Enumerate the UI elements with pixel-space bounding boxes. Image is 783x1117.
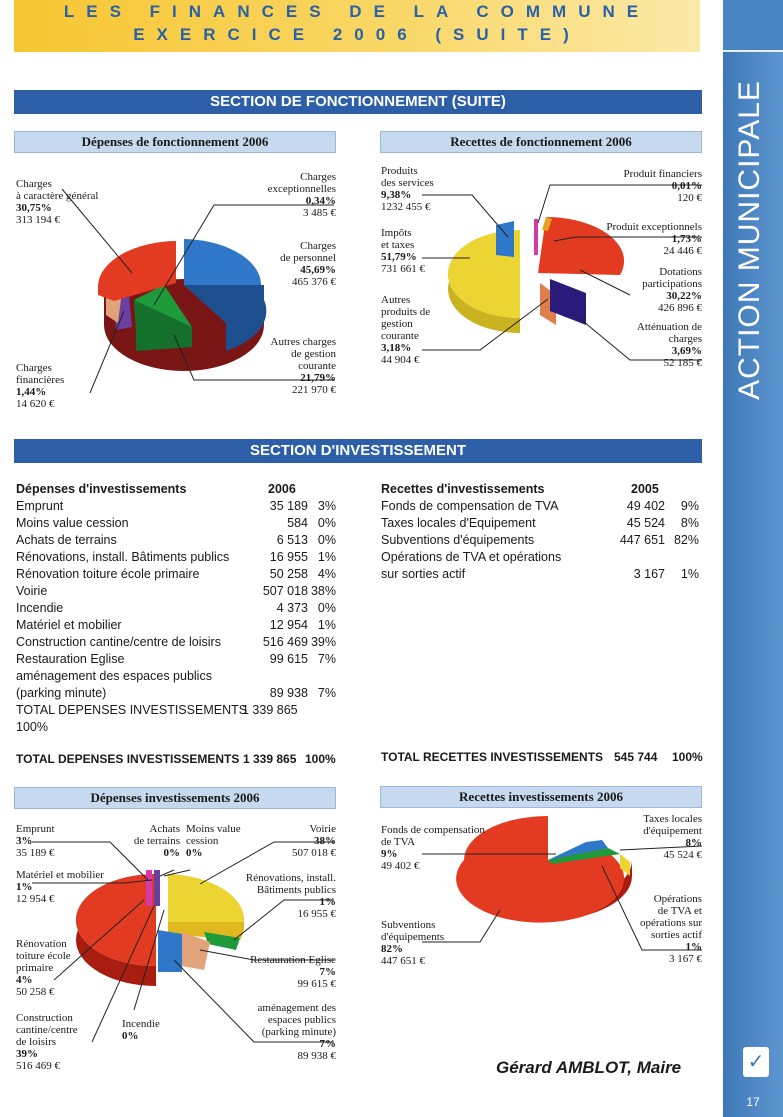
dep-inv-incendie-label: Incendie 0% — [122, 1018, 160, 1042]
dep-inv-amen-l1: aménagement des espaces publics — [16, 669, 212, 683]
rec-fonc-except-label: Produit exceptionnels 1,73% 24 446 € — [606, 221, 702, 257]
sidebar-top — [723, 0, 783, 52]
table-row-amount: 45 524 — [626, 516, 665, 530]
page-number: 17 — [746, 1095, 760, 1109]
dep-inv-head: Dépenses d'investissements — [16, 482, 187, 496]
table-row-amount: 49 402 — [626, 499, 665, 513]
section-investissement-bar: SECTION D'INVESTISSEMENT — [14, 439, 702, 463]
table-row-label: Matériel et mobilier — [16, 618, 122, 632]
rec-inv-head: Recettes d'investissements — [381, 482, 545, 496]
rec-inv-ops-label: Opérations de TVA et opérations sur sorties actif 1% 3 167 € — [639, 893, 702, 965]
table-row-label: Taxes locales d'Equipement — [381, 516, 536, 530]
dep-fonc-except-label: Charges exceptionnelles 0,34% 3 485 € — [267, 171, 336, 219]
dep-fonc-autres-label: Autres charges de gestion courante 21,79% 221 970 € — [270, 336, 336, 396]
rec-fonc-financiers-label: Produit financiers 0,01% 120 € — [623, 168, 702, 204]
dep-inv-year: 2006 — [268, 482, 296, 496]
table-row-label: Rénovation toiture école primaire — [16, 567, 200, 581]
commune-logo-icon: ✓ — [743, 1047, 769, 1077]
slice-toiture — [158, 930, 182, 972]
table-row-percent: 39% — [310, 635, 336, 649]
dep-fonc-financ-label: Charges financières 1,44% 14 620 € — [16, 362, 65, 410]
dep-inv-total-label: TOTAL DEPENSES INVESTISSEMENTS — [16, 752, 240, 766]
table-row-percent: 3% — [317, 499, 336, 513]
table-row-label: Emprunt — [16, 499, 64, 513]
rec-inv-year: 2005 — [631, 482, 659, 496]
dep-fonc-title: Dépenses de fonctionnement 2006 — [14, 131, 336, 153]
table-row-percent: 9% — [680, 499, 699, 513]
rec-fonc-attenuation-label: Atténuation de charges 3,69% 52 185 € — [636, 321, 702, 369]
table-row-amount: 4 373 — [276, 601, 308, 615]
dep-inv-amen-pct: 7% — [317, 686, 336, 700]
dep-inv-table — [16, 481, 346, 741]
title-band — [14, 0, 700, 52]
rec-inv-ops-l2: sur sorties actif — [381, 567, 466, 581]
dep-inv-achats-label: Achats de terrains 0% — [133, 823, 180, 859]
rec-inv-chart-title: Recettes investissements 2006 — [380, 786, 702, 808]
dep-inv-toiture-label: Rénovation toiture école primaire 4% 50 258 € — [16, 938, 71, 998]
table-row-label: Moins value cession — [16, 516, 129, 530]
rec-inv-subv-label: Subventions d'équipements 82% 447 651 € — [381, 919, 445, 967]
table-row-amount: 99 615 — [269, 652, 308, 666]
table-row-label: Restauration Eglise — [16, 652, 125, 666]
table-row-percent: 38% — [310, 584, 336, 598]
table-row-label: Incendie — [16, 601, 64, 615]
rec-inv-taxes-label: Taxes locales d'équipement 8% 45 524 € — [643, 813, 702, 861]
dep-inv-total-pct: 100% — [305, 752, 336, 766]
rec-inv-ops-pct: 1% — [680, 567, 699, 581]
dep-inv-materiel-label: Matériel et mobilier 1% 12 954 € — [16, 869, 104, 905]
slice-financiers — [534, 219, 538, 255]
rec-inv-total-label: TOTAL RECETTES INVESTISSEMENTS — [381, 750, 604, 764]
slice-materiel — [146, 870, 152, 906]
rec-fonc-autres-label: Autres produits de gestion courante 3,18% 44 904 € — [381, 294, 431, 366]
table-row-amount: 35 189 — [269, 499, 308, 513]
dep-inv-tot-l2: 100% — [16, 720, 48, 734]
table-row-label: Subventions d'équipements — [381, 533, 535, 547]
table-row-amount: 584 — [287, 516, 308, 530]
page-title-line1: LES FINANCES DE LA COMMUNE — [63, 2, 651, 21]
rec-inv-total-amt: 545 744 — [614, 750, 658, 764]
dep-inv-voirie-label: Voirie 38% 507 018 € — [292, 823, 336, 859]
sidebar-title: ACTION MUNICIPALE — [733, 80, 766, 400]
dep-fonc-general-label: Charges à caractère général 30,75% 313 194 € — [16, 178, 99, 226]
table-row-label: Rénovations, install. Bâtiments publics — [16, 550, 230, 564]
sidebar — [723, 0, 783, 1117]
dep-inv-total-amt: 1 339 865 — [243, 752, 297, 766]
table-row-amount: 507 018 — [262, 584, 308, 598]
dep-inv-eglise-label: Restauration Eglise 7% 99 615 € — [250, 954, 336, 990]
table-row-amount: 12 954 — [269, 618, 308, 632]
table-row-percent: 1% — [317, 550, 336, 564]
table-row-amount: 16 955 — [269, 550, 308, 564]
signature: Gérard AMBLOT, Maire — [496, 1058, 682, 1077]
section-fonctionnement-bar: SECTION DE FONCTIONNEMENT (SUITE) — [14, 90, 702, 114]
page-title-line2: EXERCICE 2006 (SUITE) — [133, 25, 581, 44]
rec-fonc-title: Recettes de fonctionnement 2006 — [380, 131, 702, 153]
slice-emprunt — [154, 870, 160, 906]
rec-fonc-dotations-label: Dotations participations 30,22% 426 896 € — [642, 266, 702, 314]
dep-inv-amen-amt: 89 938 — [269, 686, 308, 700]
table-row-amount: 50 258 — [269, 567, 308, 581]
table-row-percent: 0% — [317, 533, 336, 547]
table-row-label: Achats de terrains — [16, 533, 117, 547]
dep-inv-cantine-label: Construction cantine/centre de loisirs 39% 516 469 € — [16, 1012, 78, 1072]
table-row-percent: 0% — [317, 601, 336, 615]
dep-inv-chart-title: Dépenses investissements 2006 — [14, 787, 336, 809]
dep-inv-moins-label: Moins value cession 0% — [186, 823, 241, 859]
table-row-percent: 8% — [680, 516, 699, 530]
dep-inv-tot-l1: TOTAL DEPENSES INVESTISSEMENTS — [16, 703, 248, 717]
table-row-amount: 516 469 — [262, 635, 308, 649]
dep-inv-amen-l2: (parking minute) — [16, 686, 107, 700]
table-row-percent: 0% — [317, 516, 336, 530]
table-row-amount: 6 513 — [276, 533, 308, 547]
dep-inv-emprunt-label: Emprunt 3% 35 189 € — [16, 823, 55, 859]
table-row-amount: 447 651 — [619, 533, 665, 547]
rec-inv-table — [381, 481, 703, 591]
dep-inv-renov-label: Rénovations, install. Bâtiments publics 1% 16 955 € — [245, 872, 336, 920]
dep-fonc-personnel-label: Charges de personnel 45,69% 465 376 € — [280, 240, 336, 288]
rec-fonc-services-label: Produits des services 9,38% 1232 455 € — [381, 165, 434, 213]
rec-inv-ops-amt: 3 167 — [633, 567, 665, 581]
table-row-percent: 1% — [317, 618, 336, 632]
rec-inv-ops-l1: Opérations de TVA et opérations — [381, 550, 562, 564]
table-row-label: Voirie — [16, 584, 48, 598]
table-row-percent: 4% — [317, 567, 336, 581]
rec-fonc-impots-label: Impôts et taxes 51,79% 731 661 € — [381, 227, 425, 275]
table-row-percent: 82% — [673, 533, 699, 547]
dep-inv-tot-amt: 1 339 865 — [242, 703, 298, 717]
table-row-label: Construction cantine/centre de loisirs — [16, 635, 221, 649]
rec-inv-fonds-label: Fonds de compensation de TVA 9% 49 402 € — [381, 824, 485, 872]
rec-inv-total-pct: 100% — [672, 750, 703, 764]
table-row-percent: 7% — [317, 652, 336, 666]
dep-inv-amen-label: aménagement des espaces publics (parking minute) 7% 89 938 € — [257, 1002, 336, 1062]
table-row-label: Fonds de compensation de TVA — [381, 499, 559, 513]
